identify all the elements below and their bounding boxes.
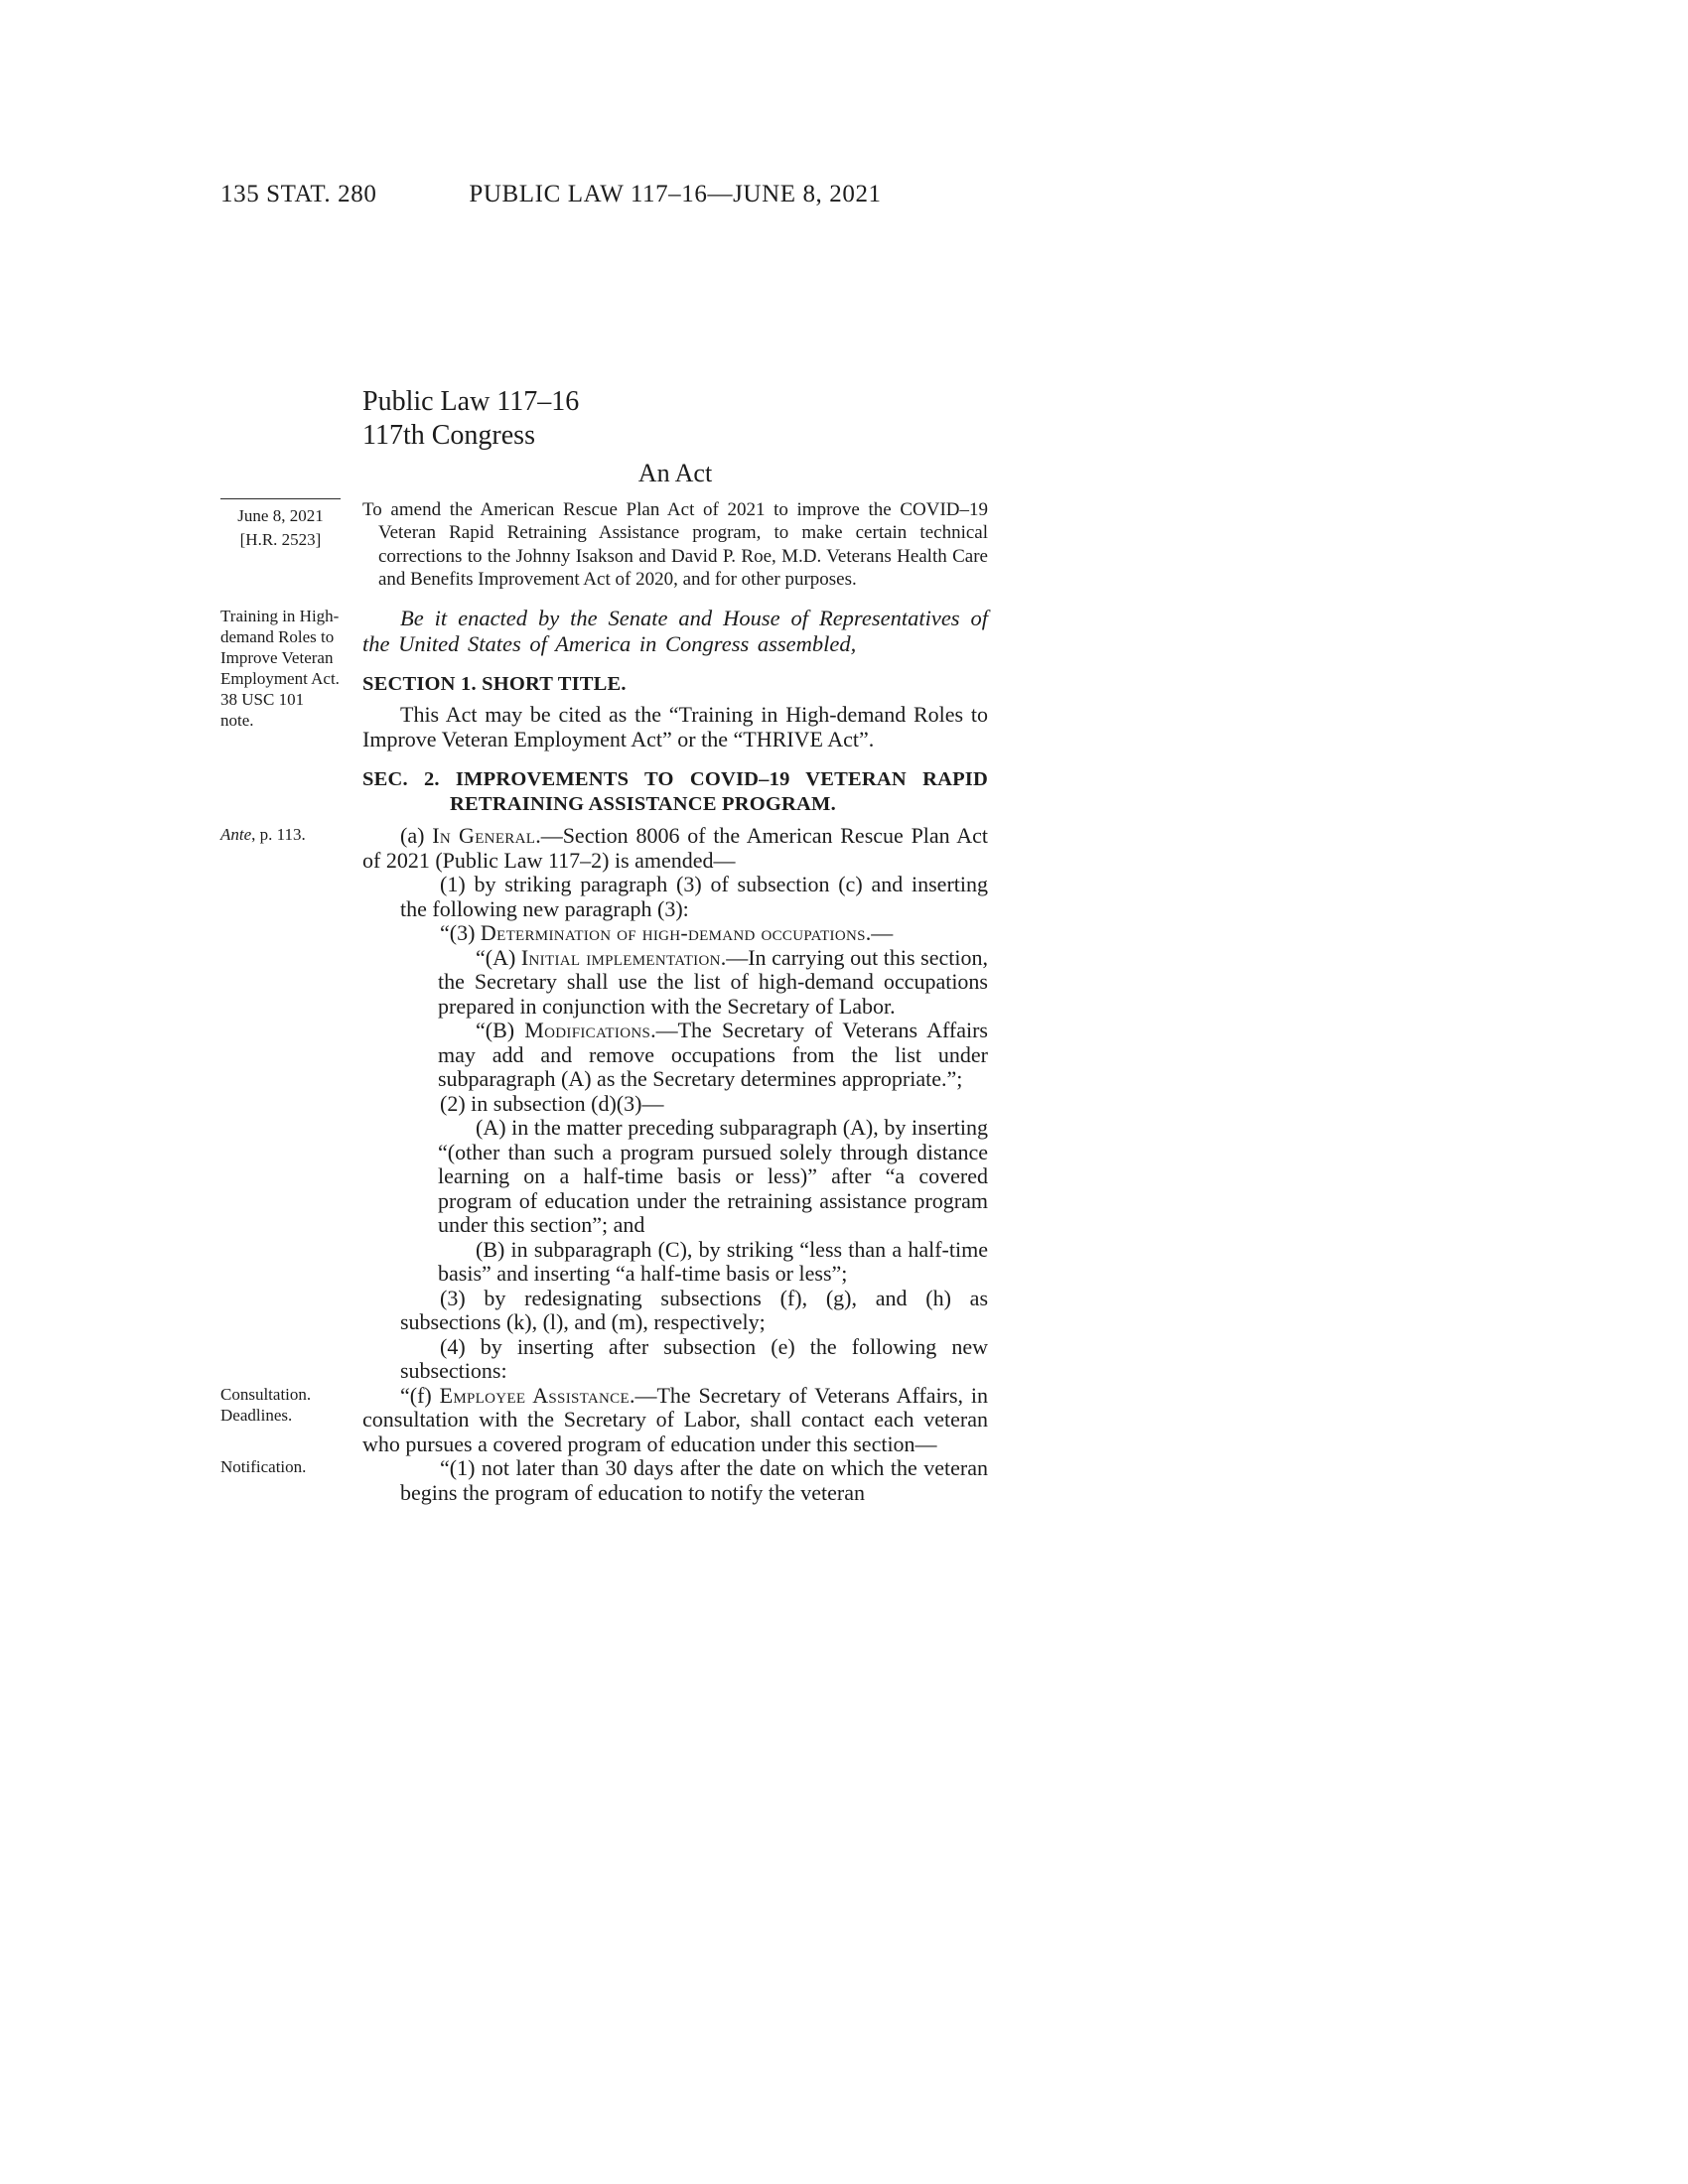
enacting-row bbox=[220, 606, 988, 752]
quoted-subsection-f-label: “(f) bbox=[400, 1382, 440, 1408]
quoted-paragraph-f1-row bbox=[220, 1456, 988, 1505]
margin-note-date-block bbox=[220, 498, 341, 550]
quoted-subparagraph-B-label: “(B) bbox=[476, 1018, 525, 1042]
amendments-block bbox=[362, 873, 988, 1384]
margin-note-ante-block bbox=[220, 824, 341, 845]
bill-number: [H.R. 2523] bbox=[239, 529, 322, 549]
subparagraph-2A: (A) in the matter preceding subparagraph (A), by inserting “(other than such a program pursued solely through distance learning on a half-time basis or less)” after “a covered program of education under the retraining assistance program under this section”; and bbox=[438, 1115, 988, 1237]
section-1-block bbox=[362, 606, 988, 752]
quoted-subsection-f bbox=[362, 1384, 988, 1457]
margin-note-ante bbox=[220, 824, 341, 845]
margin-note-notification: Notification. bbox=[220, 1457, 307, 1476]
margin-note-notification-block bbox=[220, 1456, 341, 1477]
document-body bbox=[220, 181, 988, 1505]
margin-note-consultation-block bbox=[220, 1384, 341, 1426]
subsection-a-label: (a) bbox=[400, 823, 433, 848]
quoted-subparagraph-B bbox=[438, 1019, 988, 1092]
subsection-a-text: .—Section 8006 of the American Rescue Plan Act of 2021 (Public Law 117–2) is amended— bbox=[362, 823, 988, 873]
margin-note-deadlines: Deadlines. bbox=[220, 1405, 293, 1425]
subsection-a-smallcaps: In General bbox=[432, 823, 536, 848]
margin-note-consultation: Consultation. bbox=[220, 1384, 312, 1404]
section-1-heading: SECTION 1. SHORT TITLE. bbox=[362, 672, 627, 695]
quoted-paragraph-3 bbox=[400, 921, 988, 946]
section-2-heading-block bbox=[362, 751, 988, 824]
quoted-subparagraph-A bbox=[438, 946, 988, 1020]
congress-number: 117th Congress bbox=[362, 420, 535, 451]
an-act-heading: An Act bbox=[637, 459, 713, 487]
subsection-a bbox=[362, 824, 988, 873]
short-title-note: Training in High-demand Roles to Improve Veteran Employment Act. bbox=[220, 606, 340, 688]
subsection-f-row bbox=[220, 1384, 988, 1457]
margin-note-act-title bbox=[220, 606, 341, 731]
quoted-subparagraph-A-text: .—In carrying out this section, the Secretary shall use the list of high-demand occupations prepared in conjunction with the Secretary of Labor. bbox=[438, 944, 988, 1019]
ante-reference: Ante bbox=[220, 825, 252, 844]
subsection-f-block bbox=[362, 1384, 988, 1457]
paragraph-1: (1) by striking paragraph (3) of subsection (c) and inserting the following new paragraph (3): bbox=[400, 872, 988, 921]
preamble-text: To amend the American Rescue Plan Act of 2021 to improve the COVID–19 Veteran Rapid Retraining Assistance program, to make certain technical corrections to the Johnny Isakson and David P. Roe, M.D. Veterans Health Care and Benefits Improvement Act of 2020, and for other purposes. bbox=[362, 498, 988, 590]
running-header bbox=[220, 181, 988, 214]
paragraph-3: (3) by redesignating subsections (f), (g), and (h) as subsections (k), (l), and (m), respectively; bbox=[400, 1285, 988, 1334]
usc-citation-note: 38 USC 101 note. bbox=[220, 689, 305, 730]
quoted-subsection-f-smallcaps: Employee Assistance bbox=[439, 1382, 630, 1408]
subsection-a-block bbox=[362, 824, 988, 873]
quoted-subparagraph-A-label: “(A) bbox=[476, 944, 521, 970]
margin-note-act-title-block bbox=[220, 606, 341, 731]
section-2-heading-row bbox=[220, 751, 988, 824]
quoted-paragraph-3-smallcaps: Determination of high-demand occupations bbox=[480, 920, 866, 945]
stat-page-number: 135 STAT. 280 bbox=[220, 181, 377, 207]
quoted-paragraph-3-label: “(3) bbox=[440, 920, 481, 945]
paragraph-2: (2) in subsection (d)(3)— bbox=[440, 1090, 664, 1116]
quoted-subsection-f-text: .—The Secretary of Veterans Affairs, in consultation with the Secretary of Labor, shall contact each veteran who pursues a covered program of education under this section— bbox=[362, 1382, 988, 1456]
margin-note-date bbox=[220, 498, 341, 550]
quoted-subparagraph-B-text: .—The Secretary of Veterans Affairs may add and remove occupations from the list under subparagraph (A) as the Secretary determines appropriate.”; bbox=[438, 1018, 988, 1091]
quoted-subparagraph-A-smallcaps: Initial implementation bbox=[520, 944, 721, 970]
public-law-number: Public Law 117–16 bbox=[362, 386, 580, 417]
section-1-text: This Act may be cited as the “Training in High-demand Roles to Improve Veteran Employment Act” or the “THRIVE Act”. bbox=[362, 702, 988, 751]
quoted-subparagraph-B-smallcaps: Modifications bbox=[524, 1018, 651, 1042]
quoted-paragraph-f1-block bbox=[362, 1456, 988, 1505]
subparagraph-2B: (B) in subparagraph (C), by striking “less than a half-time basis” and inserting “a half-time basis or less”; bbox=[438, 1236, 988, 1286]
enactment-date: June 8, 2021 bbox=[237, 505, 324, 525]
intro-row bbox=[220, 385, 988, 486]
running-head-title: PUBLIC LAW 117–16—JUNE 8, 2021 bbox=[469, 181, 882, 207]
quoted-paragraph-3-dash: .— bbox=[865, 920, 894, 945]
ante-page-reference: , p. 113. bbox=[251, 825, 306, 844]
subsection-a-row bbox=[220, 824, 988, 873]
section-2-heading: SEC. 2. IMPROVEMENTS TO COVID–19 VETERAN RAPID RETRAINING ASSISTANCE PROGRAM. bbox=[362, 768, 988, 815]
quoted-paragraph-f1: “(1) not later than 30 days after the date on which the veteran begins the program of education to notify the veteran bbox=[400, 1455, 988, 1505]
enacting-clause: Be it enacted by the Senate and House of Representatives of the United States of America in Congress assembled, bbox=[362, 605, 988, 656]
amendments-row bbox=[220, 873, 988, 1384]
preamble-block bbox=[362, 498, 988, 592]
preamble-row bbox=[220, 498, 988, 592]
paragraph-4: (4) by inserting after subsection (e) the following new subsections: bbox=[400, 1333, 988, 1383]
intro-block bbox=[362, 385, 988, 486]
